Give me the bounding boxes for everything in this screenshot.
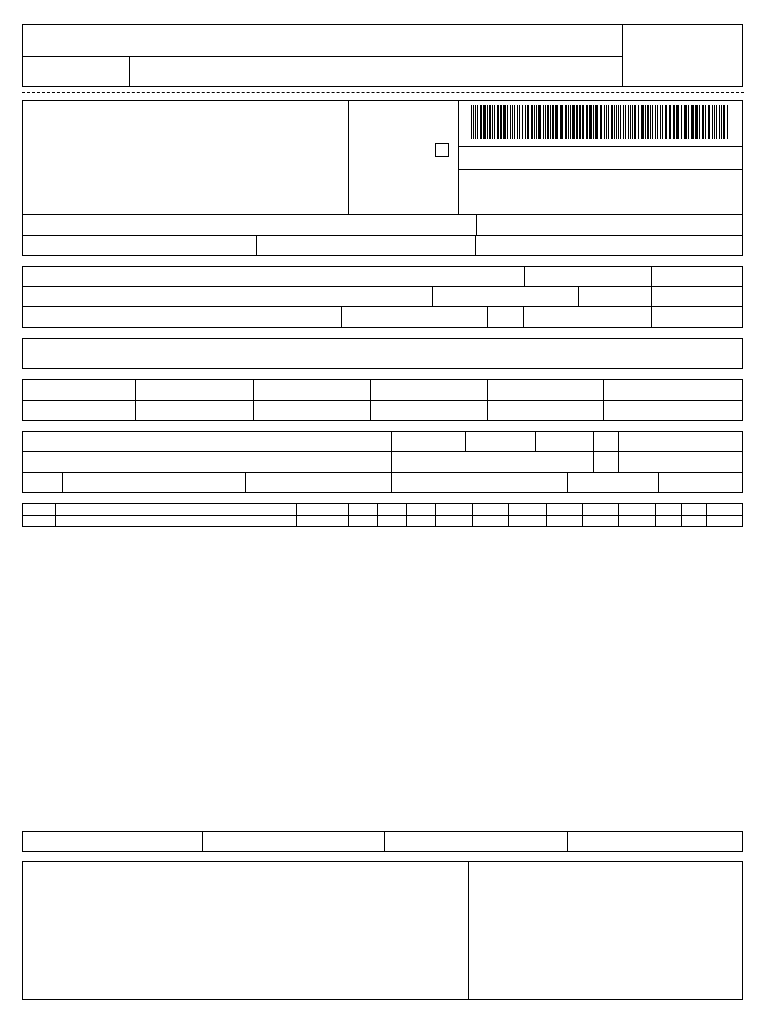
products-table-row-divider [22,515,743,516]
net-weight-field [658,472,743,493]
barcode-bar [676,105,679,139]
barcode-bar [473,105,474,139]
barcode-bar [589,105,592,139]
barcode-bar [525,105,526,139]
barcode-bar [714,105,715,139]
barcode-bar [568,105,569,139]
products-table-column-divider [681,503,682,527]
recipient-name-field [22,266,525,287]
products-table-column-divider [296,503,297,527]
additional-info-box [22,861,469,1000]
barcode-bar [582,105,584,139]
issqn-base-field [384,831,568,852]
antt-code-field [465,431,536,452]
products-table-column-divider [582,503,583,527]
barcode-bar [527,105,529,139]
barcode-bar [721,105,722,139]
carrier-state-field [593,451,619,473]
barcode-bar [570,105,571,139]
protocol-field [476,214,743,236]
barcode-bar [650,105,651,139]
barcode-bar [702,105,704,139]
ipi-value-field [487,400,604,421]
barcode-bar [487,105,488,139]
recipient-district-field [432,286,579,307]
barcode-bar [645,105,646,139]
barcode-bar [623,105,624,139]
recipient-cnpj-field [524,266,652,287]
tax-icms-value-field [135,379,254,401]
issqn-services-total-field [202,831,385,852]
invoice-total-field [603,400,743,421]
barcode-bar [503,105,506,139]
barcode-bar [489,105,491,139]
products-table-column-divider [618,503,619,527]
barcode-bar [545,105,546,139]
barcode-bar [593,105,594,139]
barcode-bar [614,105,615,139]
barcode-bar [536,105,537,139]
barcode-icon [471,105,729,139]
products-table-column-divider [655,503,656,527]
barcode-bar [611,105,613,139]
barcode-bar [547,105,549,139]
barcode-bar [630,105,631,139]
carrier-address-field [22,451,392,473]
issqn-value-field [567,831,743,852]
barcode-bar [699,105,700,139]
barcode-bar [616,105,617,139]
recipient-state-field [487,306,524,328]
tax-st-base-field [253,379,371,401]
barcode-bar [712,105,713,139]
barcode-bar [512,105,513,139]
vehicle-state-field [593,431,619,452]
barcode-bar [647,105,649,139]
freight-mode-field [391,431,466,452]
vehicle-plate-field [535,431,594,452]
products-table-column-divider [377,503,378,527]
tax-icms-base-field [22,379,136,401]
barcode-bar [550,105,551,139]
barcode-bar [657,105,658,139]
barcode-bar [681,105,682,139]
volume-numbering-field [391,472,568,493]
barcode-bar [475,105,476,139]
barcode-bar [716,105,717,139]
barcode-bar [652,105,653,139]
barcode-bar [477,105,478,139]
barcode-bar [555,105,558,139]
products-table-column-divider [55,503,56,527]
barcode-bar [552,105,554,139]
barcode-bar [507,105,508,139]
volume-quantity-field [22,472,63,493]
issqn-municipal-registration-field [22,831,203,852]
document-type-box [348,100,459,215]
barcode-bar [517,105,518,139]
discount-value-field [253,400,371,421]
issue-date-field [651,266,743,287]
barcode-bar [522,105,523,139]
products-table-column-divider [348,503,349,527]
barcode-bar [695,105,698,139]
stub-signature-field[interactable] [129,56,623,87]
barcode-bar [534,105,535,139]
barcode-bar [620,105,621,139]
other-expenses-field [370,400,488,421]
products-table-column-divider [406,503,407,527]
tax-products-total-field [487,379,604,401]
barcode-bar [586,105,588,139]
freight-value-field [22,400,136,421]
barcode-bar [688,105,689,139]
state-registration-field [22,235,257,256]
barcode-bar [608,105,609,139]
barcode-bar [660,105,661,139]
products-table-column-divider [546,503,547,527]
tax-st-value-field [370,379,488,401]
products-table-column-divider [472,503,473,527]
barcode-bar [669,105,671,139]
recipient-city-field [22,306,342,328]
barcode-bar [492,105,493,139]
barcode-bar [723,105,725,139]
carrier-name-field [22,431,392,452]
barcode-bar [579,105,581,139]
access-key-field [458,146,743,170]
barcode-bar [519,105,520,139]
invoice-duplicates-box [22,338,743,369]
products-table-column-divider [706,503,707,527]
stub-date-field[interactable] [22,56,130,87]
products-table-column-divider [435,503,436,527]
barcode-bar [641,105,644,139]
barcode-bar [625,105,626,139]
barcode-bar [604,105,605,139]
issuer-box [22,100,349,215]
exit-date-field [651,286,743,307]
recipient-ie-field [523,306,652,328]
barcode-bar [708,105,710,139]
barcode-bar [543,105,544,139]
barcode-bar [634,105,636,139]
operation-nature-field [22,214,477,236]
barcode-bar [691,105,694,139]
recipient-address-field [22,286,433,307]
barcode-bar [471,105,472,139]
barcode-bar [705,105,706,139]
barcode-bar [531,105,533,139]
recipient-phone-field [341,306,488,328]
barcode-bar [500,105,502,139]
stub-header [22,24,623,57]
barcode-bar [719,105,720,139]
entry-exit-checkbox[interactable] [435,143,449,157]
barcode-bar [606,105,607,139]
barcode-bar [480,105,482,139]
barcode-bar [497,105,499,139]
fiscal-reserved-box [468,861,743,1000]
barcode-bar [632,105,633,139]
barcode-bar [560,105,563,139]
carrier-cnpj-field [618,431,743,452]
tax-substitute-registration-field [256,235,476,256]
barcode-bar [665,105,667,139]
barcode-bar [576,105,578,139]
barcode-bar [673,105,675,139]
barcode-bar [662,105,663,139]
barcode-bar [565,105,567,139]
issuer-cnpj-field [475,235,743,256]
recipient-zip-field [578,286,652,307]
insurance-value-field [135,400,254,421]
barcode-bar [595,105,598,139]
stub-number-field [622,24,743,87]
barcode-bar [494,105,495,139]
barcode-bar [572,105,575,139]
barcode-bar [638,105,639,139]
carrier-ie-field [618,451,743,473]
cut-line [22,92,744,93]
barcode-bar [727,105,728,139]
volume-species-field [62,472,246,493]
barcode-bar [514,105,515,139]
barcode-bar [538,105,541,139]
barcode-bar [618,105,619,139]
consult-box [458,169,743,215]
barcode-bar [684,105,687,139]
carrier-city-field [391,451,594,473]
barcode-bar [510,105,511,139]
tax-approx-total-field [603,379,743,401]
volume-brand-field [245,472,392,493]
barcode-bar [483,105,486,139]
products-table-column-divider [508,503,509,527]
barcode-bar [655,105,656,139]
barcode-bar [628,105,629,139]
barcode-bar [600,105,602,139]
exit-time-field [651,306,743,328]
gross-weight-field [567,472,659,493]
